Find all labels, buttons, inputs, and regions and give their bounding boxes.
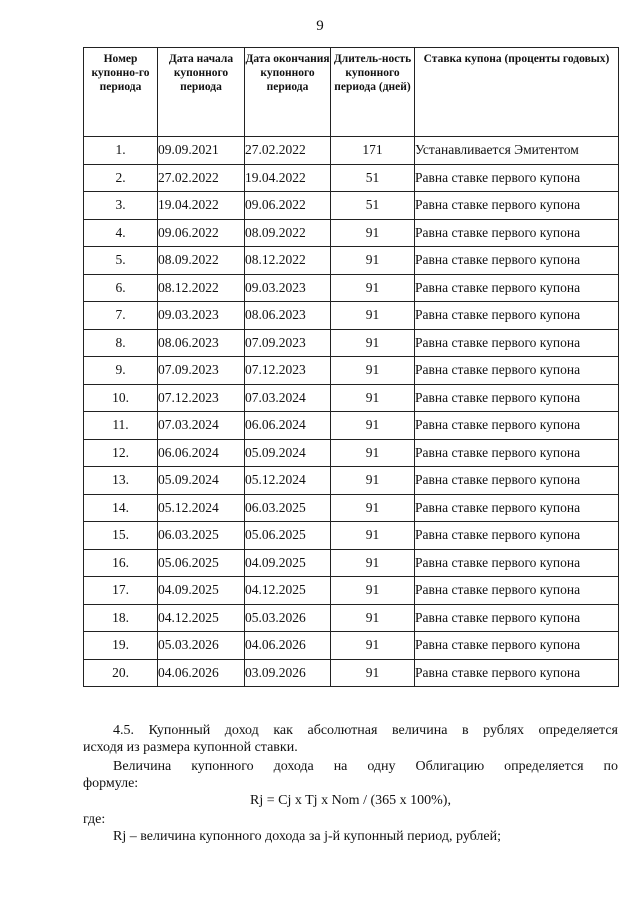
- cell-end-date: 08.09.2022: [245, 219, 331, 247]
- table-row: [84, 164, 619, 192]
- cell-end-date: 05.03.2026: [245, 604, 331, 632]
- cell-coupon-number: 16.: [84, 549, 158, 577]
- cell-start-date: 07.03.2024: [158, 412, 245, 440]
- cell-duration: 91: [331, 604, 415, 632]
- coupon-amount-line-2: формуле:: [83, 776, 139, 791]
- cell-coupon-rate: Устанавливается Эмитентом: [415, 137, 619, 165]
- cell-coupon-rate: Равна ставке первого купона: [415, 494, 619, 522]
- cell-coupon-number: 4.: [84, 219, 158, 247]
- cell-end-date: 05.12.2024: [245, 467, 331, 495]
- table-header-row: [84, 48, 619, 137]
- cell-coupon-rate: Равна ставке первого купона: [415, 274, 619, 302]
- cell-coupon-rate: Равна ставке первого купона: [415, 329, 619, 357]
- cell-start-date: 09.06.2022: [158, 219, 245, 247]
- cell-coupon-number: 2.: [84, 164, 158, 192]
- table-row: [84, 467, 619, 495]
- table-row: [84, 302, 619, 330]
- coupon-formula: Rj = Cj x Tj x Nom / (365 x 100%),: [250, 793, 451, 808]
- cell-coupon-number: 8.: [84, 329, 158, 357]
- coupon-amount-line-1: Величина купонного дохода на одну Облигацию определяется по: [113, 759, 618, 774]
- rj-definition: Rj – величина купонного дохода за j-й купонный период, рублей;: [113, 829, 502, 844]
- where-label: где:: [83, 812, 106, 827]
- cell-end-date: 19.04.2022: [245, 164, 331, 192]
- cell-start-date: 05.03.2026: [158, 632, 245, 660]
- cell-coupon-rate: Равна ставке первого купона: [415, 467, 619, 495]
- cell-start-date: 19.04.2022: [158, 192, 245, 220]
- cell-duration: 51: [331, 164, 415, 192]
- cell-duration: 91: [331, 384, 415, 412]
- table-row: [84, 659, 619, 687]
- cell-start-date: 07.12.2023: [158, 384, 245, 412]
- paragraph-4-5-line-2: исходя из размера купонной ставки.: [83, 740, 298, 755]
- cell-duration: 91: [331, 522, 415, 550]
- table-row: [84, 439, 619, 467]
- table-row: [84, 274, 619, 302]
- cell-start-date: 08.12.2022: [158, 274, 245, 302]
- table-row: [84, 137, 619, 165]
- cell-start-date: 05.09.2024: [158, 467, 245, 495]
- cell-coupon-rate: Равна ставке первого купона: [415, 357, 619, 385]
- paragraph-4-5-line-1: 4.5. Купонный доход как абсолютная величина в рублях определяется: [113, 723, 618, 738]
- cell-end-date: 04.12.2025: [245, 577, 331, 605]
- cell-duration: 91: [331, 467, 415, 495]
- table-row: [84, 577, 619, 605]
- cell-end-date: 06.06.2024: [245, 412, 331, 440]
- header-start-date: Дата начала купонного периода: [158, 48, 245, 137]
- cell-end-date: 07.09.2023: [245, 329, 331, 357]
- table-row: [84, 357, 619, 385]
- table-row: [84, 604, 619, 632]
- cell-coupon-rate: Равна ставке первого купона: [415, 164, 619, 192]
- table-row: [84, 384, 619, 412]
- cell-start-date: 08.09.2022: [158, 247, 245, 275]
- cell-duration: 91: [331, 632, 415, 660]
- table-row: [84, 247, 619, 275]
- cell-duration: 91: [331, 329, 415, 357]
- cell-coupon-rate: Равна ставке первого купона: [415, 412, 619, 440]
- cell-coupon-rate: Равна ставке первого купона: [415, 192, 619, 220]
- cell-coupon-rate: Равна ставке первого купона: [415, 439, 619, 467]
- cell-start-date: 06.03.2025: [158, 522, 245, 550]
- cell-duration: 91: [331, 439, 415, 467]
- cell-duration: 51: [331, 192, 415, 220]
- cell-coupon-rate: Равна ставке первого купона: [415, 659, 619, 687]
- cell-start-date: 04.06.2026: [158, 659, 245, 687]
- cell-duration: 91: [331, 274, 415, 302]
- cell-coupon-number: 3.: [84, 192, 158, 220]
- header-coupon-rate: Ставка купона (проценты годовых): [415, 48, 619, 137]
- cell-coupon-number: 10.: [84, 384, 158, 412]
- cell-coupon-number: 7.: [84, 302, 158, 330]
- cell-duration: 91: [331, 219, 415, 247]
- cell-start-date: 07.09.2023: [158, 357, 245, 385]
- cell-end-date: 09.03.2023: [245, 274, 331, 302]
- table-row: [84, 329, 619, 357]
- page-number: 9: [316, 18, 324, 34]
- cell-start-date: 09.09.2021: [158, 137, 245, 165]
- cell-coupon-number: 19.: [84, 632, 158, 660]
- cell-coupon-number: 13.: [84, 467, 158, 495]
- table-row: [84, 412, 619, 440]
- cell-coupon-number: 1.: [84, 137, 158, 165]
- table-row: [84, 632, 619, 660]
- cell-coupon-number: 15.: [84, 522, 158, 550]
- cell-end-date: 07.03.2024: [245, 384, 331, 412]
- cell-end-date: 04.09.2025: [245, 549, 331, 577]
- cell-end-date: 03.09.2026: [245, 659, 331, 687]
- cell-coupon-rate: Равна ставке первого купона: [415, 632, 619, 660]
- cell-coupon-rate: Равна ставке первого купона: [415, 247, 619, 275]
- cell-coupon-rate: Равна ставке первого купона: [415, 577, 619, 605]
- header-duration: Длитель-ность купонного периода (дней): [331, 48, 415, 137]
- cell-end-date: 04.06.2026: [245, 632, 331, 660]
- cell-coupon-number: 5.: [84, 247, 158, 275]
- cell-coupon-rate: Равна ставке первого купона: [415, 604, 619, 632]
- cell-end-date: 05.06.2025: [245, 522, 331, 550]
- cell-coupon-number: 11.: [84, 412, 158, 440]
- cell-duration: 91: [331, 302, 415, 330]
- table-row: [84, 219, 619, 247]
- cell-duration: 91: [331, 357, 415, 385]
- cell-start-date: 04.09.2025: [158, 577, 245, 605]
- cell-end-date: 08.12.2022: [245, 247, 331, 275]
- cell-coupon-rate: Равна ставке первого купона: [415, 549, 619, 577]
- cell-coupon-number: 18.: [84, 604, 158, 632]
- cell-end-date: 08.06.2023: [245, 302, 331, 330]
- cell-start-date: 05.06.2025: [158, 549, 245, 577]
- cell-start-date: 09.03.2023: [158, 302, 245, 330]
- cell-start-date: 04.12.2025: [158, 604, 245, 632]
- cell-duration: 91: [331, 549, 415, 577]
- cell-coupon-rate: Равна ставке первого купона: [415, 384, 619, 412]
- coupon-schedule-table: [83, 47, 619, 687]
- cell-duration: 91: [331, 494, 415, 522]
- cell-coupon-rate: Равна ставке первого купона: [415, 302, 619, 330]
- cell-coupon-rate: Равна ставке первого купона: [415, 522, 619, 550]
- cell-coupon-number: 20.: [84, 659, 158, 687]
- cell-duration: 171: [331, 137, 415, 165]
- cell-coupon-rate: Равна ставке первого купона: [415, 219, 619, 247]
- header-coupon-number: Номер купонно-го периода: [84, 48, 158, 137]
- cell-start-date: 05.12.2024: [158, 494, 245, 522]
- cell-duration: 91: [331, 412, 415, 440]
- header-end-date: Дата окончания купонного периода: [245, 48, 331, 137]
- cell-coupon-number: 12.: [84, 439, 158, 467]
- table-row: [84, 522, 619, 550]
- cell-start-date: 06.06.2024: [158, 439, 245, 467]
- cell-start-date: 08.06.2023: [158, 329, 245, 357]
- cell-duration: 91: [331, 247, 415, 275]
- table-row: [84, 549, 619, 577]
- table-row: [84, 192, 619, 220]
- cell-end-date: 07.12.2023: [245, 357, 331, 385]
- cell-end-date: 09.06.2022: [245, 192, 331, 220]
- cell-duration: 91: [331, 577, 415, 605]
- cell-coupon-number: 14.: [84, 494, 158, 522]
- cell-start-date: 27.02.2022: [158, 164, 245, 192]
- cell-coupon-number: 6.: [84, 274, 158, 302]
- cell-coupon-number: 9.: [84, 357, 158, 385]
- table-row: [84, 494, 619, 522]
- cell-duration: 91: [331, 659, 415, 687]
- cell-end-date: 05.09.2024: [245, 439, 331, 467]
- cell-coupon-number: 17.: [84, 577, 158, 605]
- cell-end-date: 27.02.2022: [245, 137, 331, 165]
- cell-end-date: 06.03.2025: [245, 494, 331, 522]
